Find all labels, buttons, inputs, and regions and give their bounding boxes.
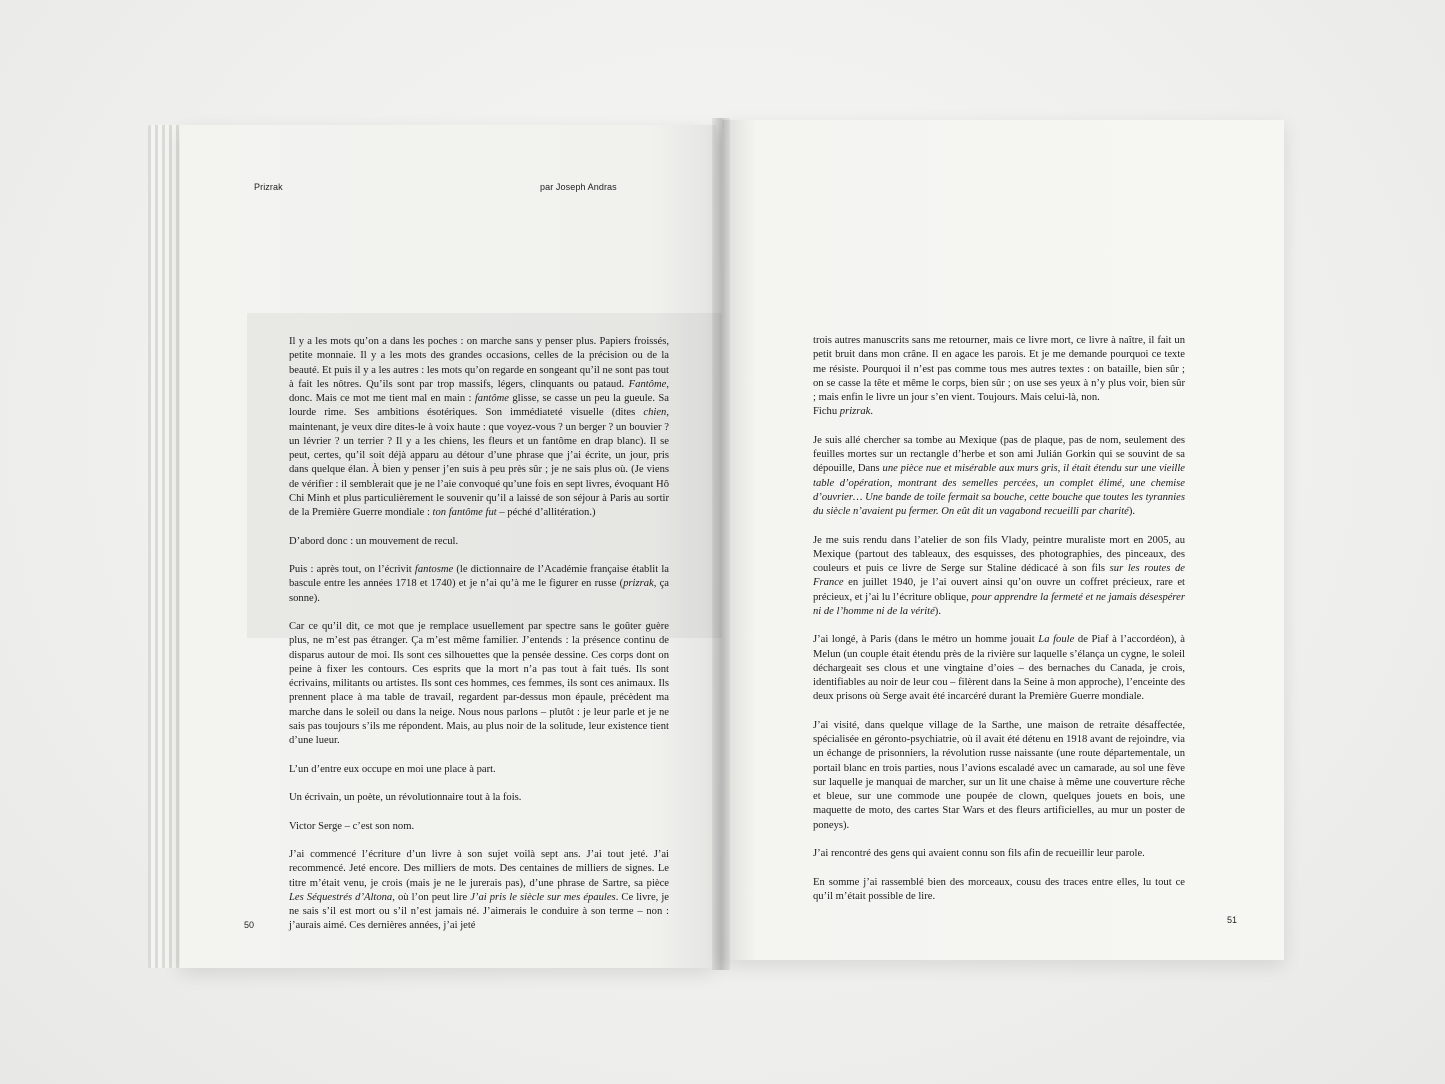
body-text: , ça sonne). <box>289 578 670 604</box>
italic-text: fantosme <box>414 564 454 575</box>
body-text: Car ce qu’il dit, ce mot que je remplace usuellement par spectre sans le goûter guère plus, ne m’est pas étranger. Ça m’est même familier. J’entends : la présence continu de disparus autour de moi. Ils sont ces silhouettes que la pensée dessine. Ces corps dont on peine à fixer les contours. Ces esprits que la mort n’a pas tout à fait tués. Ils sont écrivains, militants ou artistes. Ils sont ces hommes, ces femmes, ils sont ces animaux. Ils prennent place à ma table de travail, regardent par-dessus mon épaule, précèdent ma marche dans le soleil ou dans la neige. Nous nous parlons – plutôt : je leur parle et je ne sais pas toujours s’ils me répondent. Mais, au plus noir de la solitude, leur existence tient d’une lueur. <box>289 621 669 746</box>
body-text: . <box>870 406 874 418</box>
paragraph <box>813 847 1185 861</box>
body-text: de Piaf à l’accordéon), à Melun (un couple était étendu près de la rivière sur laquelle s’élança un cygne, le soleil déchargeait ses clous et une vingtaine d’oies – des bernaches du Canada, je crois, identifiables au noir de leur cou – filèrent dans la Seine à mon approche), l’enceinte des deux prisons où Serge avait été incarcéré durant la Première Guerre mondiale. <box>813 634 1185 703</box>
book-gutter <box>712 118 730 970</box>
paragraph <box>289 620 669 748</box>
body-text: J’ai visité, dans quelque village de la Sarthe, une maison de retraite désaffectée, spécialisée en géronto-psychiatrie, où il avait été détenu en 1918 avant de rejoindre, via un échange de prisonniers, la révolution russe naissante (une route départementale, un portail blanc en trois parties, nous l’avions escaladé avec un camarade, au sol une fève sur laquelle je manquai de marcher, sur un lit une chaise à même une couverture rêche et bleue, sur une commode une poupée de clown, quelques jouets en bois, une maquette de moto, des cartes Star Wars et des fleurs artificielles, au mur un poster de poneys). <box>813 719 1185 831</box>
paragraph <box>289 848 669 934</box>
italic-text: Les Séquestrés d’Altona <box>289 891 393 903</box>
page-number-left: 50 <box>244 920 255 930</box>
body-text: En somme j’ai rassemblé bien des morceaux, cousu des traces entre elles, lu tout ce qu’il m’était possible de lire. <box>813 876 1185 902</box>
body-text: Je me suis rendu dans l’atelier de son fils Vlady, peintre muraliste mort en 2005, au Mexique (partout des tableaux, des esquisses, des photographies, des pinceaux, des couleurs et puis ce livre de Serge sur Staline dédicacé à son fils <box>813 534 1185 574</box>
italic-text: prizrak <box>623 578 654 590</box>
paragraph <box>289 763 669 777</box>
body-text: . Ce livre, je ne sais s’il est mort ou s’il n’est jamais né. J’aimerais le conduire à son terme – non : j’aurais aimé. Ces dernières années, j’ai jeté <box>289 891 669 932</box>
italic-text: Fantôme <box>628 378 667 390</box>
paragraph <box>813 405 1185 419</box>
body-text: Fichu <box>813 406 840 418</box>
body-text: Je suis allé chercher sa tombe au Mexique (pas de plaque, pas de nom, seulement des feuilles mortes sur un rectangle d’herbe et son ami Julián Gorkin qui se souvint de sa dépouille, Dans <box>813 434 1185 475</box>
italic-text: La foule <box>1038 634 1075 646</box>
body-text: (le dictionnaire de l’Académie française établit la bascule entre les années 1718 et 1740) et je n’ai qu’à me le figurer en russe ( <box>289 564 670 590</box>
body-text: ). <box>1128 506 1136 517</box>
page-number-right: 51 <box>1227 915 1238 925</box>
italic-text: pour apprendre la fermeté et ne jamais désespérer ni de l’homme ni de la vérité <box>813 591 1185 617</box>
paragraph <box>289 791 669 805</box>
paragraph <box>813 534 1185 620</box>
italic-text: J’ai pris le siècle sur mes épaules <box>470 891 616 903</box>
body-text: L’un d’entre eux occupe en moi une place à part. <box>289 763 496 775</box>
italic-text: prizrak <box>839 406 871 418</box>
body-text: Un écrivain, un poète, un révolutionnaire tout à la fois. <box>289 792 522 803</box>
body-text: Victor Serge – c’est son nom. <box>289 820 415 832</box>
paragraph <box>813 876 1185 905</box>
paragraph <box>813 434 1185 520</box>
body-text: J’ai commencé l’écriture d’un livre à son sujet voilà sept ans. J’ai tout jeté. J’ai recommencé. Jeté encore. Des milliers de mots. Des centaines de milliers de signes. Le titre m’était venu, je crois (mais je ne le jurerais pas), d’une phrase de Sartre, sa pièce <box>289 849 669 889</box>
paragraph <box>289 335 669 520</box>
body-text: J’ai longé, à Paris (dans le métro un homme jouait <box>813 634 1039 646</box>
paragraph <box>289 563 669 606</box>
running-head-author: par Joseph Andras <box>540 182 617 192</box>
body-text: en juillet 1940, je l’ai ouvert ainsi qu’on ouvre un coffret précieux, rare et précieux, et j’ai lu l’écriture oblique, <box>813 577 1185 603</box>
body-text: D’abord donc : un mouvement de recul. <box>289 535 459 547</box>
italic-text: une pièce nue et misérable aux murs gris, il était étendu sur une vieille table d’opération, montrant des semelles percées, un complet élimé, une chemise d’ouvrier… Une bande de toile fermait sa bouche, cette bouche que toutes les tyrannies du siècle n’avaient pu fermer. On eût dit un vagabond recueilli par charité <box>813 463 1185 517</box>
italic-text: chien <box>643 407 667 419</box>
body-text: Il y a les mots qu’on a dans les poches : on marche sans y penser plus. Papiers froissés, petite monnaie. Il y a les mots des grandes occasions, celles de la précision ou de la beauté. Et puis il y a les autres : les mots qu’on regarde en songeant qu’il ne sont pas tout à fait les nôtres. Qu’ils sont par trop massifs, légers, clinquants ou pataud. <box>289 336 669 390</box>
body-text: glisse, se casse un peu la gueule. Sa lourde rime. Ses ambitions ésotériques. Son immédiateté visuelle (dites <box>289 393 669 419</box>
paragraph <box>289 535 669 549</box>
body-text: , où l’on peut lire <box>392 891 471 903</box>
italic-text: fantôme <box>474 393 509 404</box>
italic-text: ton fantôme fut <box>432 507 497 518</box>
left-page-body <box>289 335 669 948</box>
paragraph <box>813 633 1185 704</box>
body-text: trois autres manuscrits sans me retourner, mais ce livre mort, ce livre à naître, il fait un petit bruit dans mon crâne. Il en agace les parois. Et je me demande pourquoi ce texte me résiste. Pourquoi il n’est pas comme tous mes autres textes : on bataille, bien sûr ; on se casse la tête et même le corps, bien sûr ; on use ses yeux à n’y plus voir, bien sûr ; mais enfin le livre un jour s’en vient. Toujours. Mais celui-là, non. <box>813 335 1185 403</box>
italic-text: sur les routes de France <box>813 563 1185 589</box>
body-text: J’ai rencontré des gens qui avaient connu son fils afin de recueillir leur parole. <box>813 848 1145 859</box>
body-text: – péché d’allitération.) <box>496 507 596 518</box>
body-text: , donc. Mais ce mot me tient mal en main : <box>289 378 669 404</box>
body-text: Puis : après tout, on l’écrivit <box>289 564 415 575</box>
right-page-body <box>813 334 1185 918</box>
body-text: , maintenant, je veux dire dites-le à voix haute : que voyez-vous ? un berger ? un bouvier ? un lévrier ? un terrier ? Il y a les chiens, les fleurs et un fantôme en drap blanc). Il se peut, certes, qu’il soit déjà apparu au détour d’une phrase que j’ai écrite, un jour, pris dans quelque élan. À bien y penser j’en suis à peu près sûr ; je ne sais plus où. (Je viens de vérifier : il semblerait que je ne l’aie convoqué qu’une fois en sept livres, évoquant Hô Chi Minh et plus particulièrement le souvenir qu’il a laissé de son séjour à Paris au sortir de la Première Guerre mondiale : <box>289 407 669 518</box>
paragraph <box>813 334 1185 405</box>
paragraph <box>289 820 669 834</box>
body-text: ). <box>934 605 941 617</box>
paragraph <box>813 719 1185 833</box>
running-head-title: Prizrak <box>254 182 283 192</box>
